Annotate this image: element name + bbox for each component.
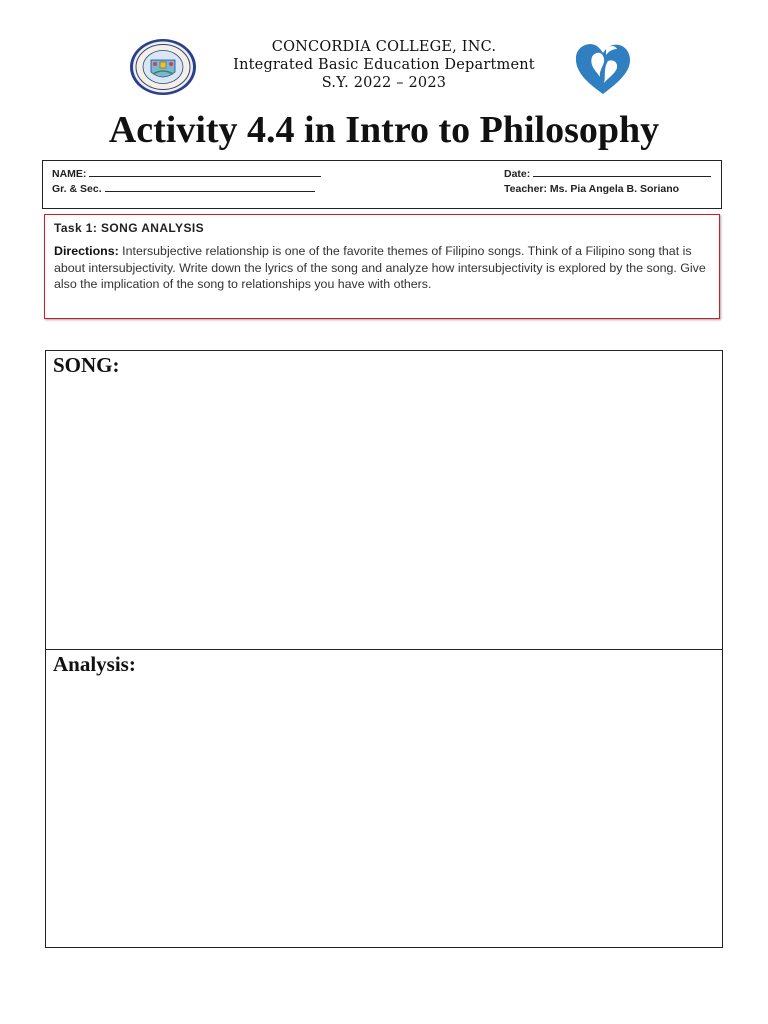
date-blank[interactable] [533,167,711,177]
directions-label: Directions: [54,244,119,258]
task-box [44,214,720,319]
school-year: S.Y. 2022 – 2023 [321,75,447,91]
song-answer-area[interactable] [46,351,722,650]
section-label: Gr. & Sec. [52,183,102,195]
analysis-answer-area[interactable] [46,650,722,947]
answer-table [45,350,723,948]
heart-hands-logo-icon [573,39,633,97]
school-seal-icon [129,38,197,96]
school-header [200,38,568,92]
school-name: CONCORDIA COLLEGE, INC. [271,39,497,55]
teacher-field: Teacher: Ms. Pia Angela B. Soriano [504,183,680,195]
task-title: Task 1: SONG ANALYSIS [54,221,204,235]
department-name: Integrated Basic Education Department [233,57,535,73]
section-blank[interactable] [105,182,315,192]
section-field [52,182,315,196]
analysis-label: Analysis: [53,652,136,676]
task-directions [54,243,710,293]
directions-text: Intersubjective relationship is one of the favorite themes of Filipino songs. Think of a Filipino song that is about intersubjectivity. Write down the lyrics of the song and analyze how intersubjectivity is explored by the song. Give also the implication of the song to relationships you have with others. [54,244,706,292]
name-blank[interactable] [89,167,321,177]
name-label: NAME: [52,168,87,180]
song-label: SONG: [53,353,120,377]
student-info-box [42,160,722,209]
name-field [52,167,321,181]
date-label: Date: [504,168,531,180]
activity-title: Activity 4.4 in Intro to Philosophy [108,109,660,151]
date-field [504,167,711,181]
